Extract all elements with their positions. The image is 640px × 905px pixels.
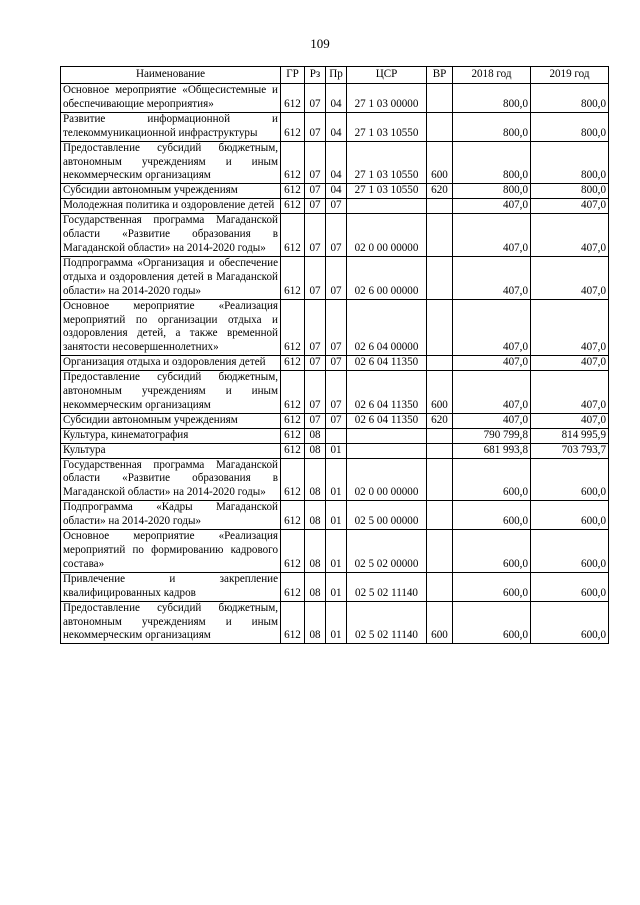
row-name: Молодежная политика и оздоровление детей [61, 199, 281, 214]
row-pr: 04 [326, 112, 347, 141]
row-name: Подпрограмма «Организация и обеспечение отдыха и оздоровления детей в Магаданской области» на 2014-2020 годы» [61, 256, 281, 299]
row-gr: 612 [281, 199, 305, 214]
row-name: Предоставление субсидий бюджетным, автономным учреждениям и иным некоммерческим организациям [61, 371, 281, 414]
row-csr: 02 5 00 00000 [347, 501, 427, 530]
column-header-2018: 2018 год [453, 67, 531, 84]
row-value-2018: 407,0 [453, 299, 531, 356]
row-value-2019: 407,0 [531, 299, 609, 356]
row-name: Культура, кинематография [61, 428, 281, 443]
row-csr [347, 443, 427, 458]
row-pr: 01 [326, 601, 347, 644]
row-value-2018: 600,0 [453, 458, 531, 501]
row-value-2019: 600,0 [531, 501, 609, 530]
table-row [61, 84, 609, 113]
column-header-gr: ГР [281, 67, 305, 84]
row-value-2018: 407,0 [453, 356, 531, 371]
row-vr [427, 84, 453, 113]
row-value-2019: 407,0 [531, 199, 609, 214]
row-pr: 07 [326, 256, 347, 299]
row-vr [427, 428, 453, 443]
row-name: Подпрограмма «Кадры Магаданской области» на 2014-2020 годы» [61, 501, 281, 530]
row-pr: 04 [326, 184, 347, 199]
table-row [61, 530, 609, 573]
row-pr: 01 [326, 458, 347, 501]
row-name: Предоставление субсидий бюджетным, автономным учреждениям и иным некоммерческим организациям [61, 141, 281, 184]
table-row [61, 601, 609, 644]
row-csr: 02 0 00 00000 [347, 214, 427, 257]
row-gr: 612 [281, 112, 305, 141]
row-value-2019: 800,0 [531, 84, 609, 113]
row-value-2019: 407,0 [531, 413, 609, 428]
row-vr [427, 572, 453, 601]
row-vr: 620 [427, 184, 453, 199]
row-value-2019: 800,0 [531, 184, 609, 199]
row-gr: 612 [281, 530, 305, 573]
row-csr: 02 0 00 00000 [347, 458, 427, 501]
row-gr: 612 [281, 184, 305, 199]
row-name: Организация отдыха и оздоровления детей [61, 356, 281, 371]
row-rz: 08 [305, 443, 326, 458]
row-rz: 07 [305, 214, 326, 257]
row-csr [347, 199, 427, 214]
row-gr: 612 [281, 458, 305, 501]
row-rz: 07 [305, 141, 326, 184]
row-gr: 612 [281, 141, 305, 184]
row-name: Предоставление субсидий бюджетным, автономным учреждениям и иным некоммерческим организациям [61, 601, 281, 644]
row-gr: 612 [281, 572, 305, 601]
row-name: Субсидии автономным учреждениям [61, 413, 281, 428]
table-row [61, 443, 609, 458]
row-gr: 612 [281, 371, 305, 414]
row-value-2018: 407,0 [453, 413, 531, 428]
row-csr: 27 1 03 10550 [347, 184, 427, 199]
row-csr: 27 1 03 00000 [347, 84, 427, 113]
row-rz: 07 [305, 371, 326, 414]
column-header-csr: ЦСР [347, 67, 427, 84]
row-rz: 08 [305, 428, 326, 443]
row-csr: 02 5 02 11140 [347, 601, 427, 644]
table-row [61, 356, 609, 371]
row-vr [427, 214, 453, 257]
row-vr: 600 [427, 141, 453, 184]
row-gr: 612 [281, 443, 305, 458]
row-pr: 04 [326, 141, 347, 184]
row-name: Государственная программа Магаданской области «Развитие образования в Магаданской области» на 2014-2020 годы» [61, 458, 281, 501]
row-pr: 07 [326, 413, 347, 428]
table-row [61, 184, 609, 199]
row-name: Развитие информационной и телекоммуникационной инфраструктуры [61, 112, 281, 141]
row-name: Основное мероприятие «Реализация мероприятий по формированию кадрового состава» [61, 530, 281, 573]
row-vr [427, 356, 453, 371]
row-csr: 02 6 04 11350 [347, 413, 427, 428]
row-name: Основное мероприятие «Реализация мероприятий по организации отдыха и оздоровления детей, а также временной занятости несовершеннолетних» [61, 299, 281, 356]
row-csr: 02 6 00 00000 [347, 256, 427, 299]
row-csr: 02 6 04 11350 [347, 356, 427, 371]
row-pr: 07 [326, 199, 347, 214]
row-value-2018: 600,0 [453, 601, 531, 644]
row-value-2019: 800,0 [531, 141, 609, 184]
page-number: 109 [310, 36, 330, 51]
row-name: Субсидии автономным учреждениям [61, 184, 281, 199]
row-name: Основное мероприятие «Общесистемные и обеспечивающие мероприятия» [61, 84, 281, 113]
row-value-2019: 407,0 [531, 356, 609, 371]
row-rz: 08 [305, 501, 326, 530]
table-row [61, 112, 609, 141]
row-rz: 07 [305, 112, 326, 141]
row-rz: 07 [305, 299, 326, 356]
row-value-2019: 703 793,7 [531, 443, 609, 458]
row-value-2018: 407,0 [453, 371, 531, 414]
row-rz: 08 [305, 530, 326, 573]
table-row [61, 141, 609, 184]
row-name: Государственная программа Магаданской области «Развитие образования в Магаданской области» на 2014-2020 годы» [61, 214, 281, 257]
budget-table [60, 66, 609, 644]
row-pr: 04 [326, 84, 347, 113]
row-name: Культура [61, 443, 281, 458]
row-value-2019: 407,0 [531, 371, 609, 414]
row-vr [427, 458, 453, 501]
row-pr: 07 [326, 371, 347, 414]
row-rz: 07 [305, 199, 326, 214]
row-vr [427, 112, 453, 141]
row-gr: 612 [281, 428, 305, 443]
row-vr [427, 501, 453, 530]
row-gr: 612 [281, 256, 305, 299]
row-value-2018: 800,0 [453, 141, 531, 184]
row-pr: 07 [326, 299, 347, 356]
row-gr: 612 [281, 601, 305, 644]
row-pr: 07 [326, 356, 347, 371]
row-csr [347, 428, 427, 443]
column-header-2019: 2019 год [531, 67, 609, 84]
row-rz: 07 [305, 356, 326, 371]
row-rz: 07 [305, 184, 326, 199]
row-rz: 08 [305, 572, 326, 601]
row-gr: 612 [281, 501, 305, 530]
table-row [61, 428, 609, 443]
column-header-vr: ВР [427, 67, 453, 84]
row-value-2018: 407,0 [453, 214, 531, 257]
row-rz: 07 [305, 413, 326, 428]
row-name: Привлечение и закрепление квалифицированных кадров [61, 572, 281, 601]
row-pr: 07 [326, 214, 347, 257]
table-row [61, 199, 609, 214]
row-value-2019: 407,0 [531, 214, 609, 257]
table-row [61, 501, 609, 530]
row-value-2018: 800,0 [453, 84, 531, 113]
row-value-2018: 600,0 [453, 572, 531, 601]
row-csr: 02 6 04 00000 [347, 299, 427, 356]
row-value-2019: 600,0 [531, 601, 609, 644]
row-vr [427, 199, 453, 214]
row-rz: 08 [305, 458, 326, 501]
row-value-2018: 407,0 [453, 256, 531, 299]
row-pr: 01 [326, 572, 347, 601]
column-header-pr: Пр [326, 67, 347, 84]
row-csr: 02 5 02 11140 [347, 572, 427, 601]
row-csr: 02 6 04 11350 [347, 371, 427, 414]
row-vr [427, 299, 453, 356]
row-pr: 01 [326, 443, 347, 458]
row-value-2018: 600,0 [453, 530, 531, 573]
row-csr: 02 5 02 00000 [347, 530, 427, 573]
row-value-2019: 600,0 [531, 458, 609, 501]
row-pr: 01 [326, 501, 347, 530]
table-row [61, 299, 609, 356]
row-value-2018: 800,0 [453, 112, 531, 141]
column-header-name: Наименование [61, 67, 281, 84]
row-pr: 01 [326, 530, 347, 573]
row-vr [427, 256, 453, 299]
row-csr: 27 1 03 10550 [347, 112, 427, 141]
row-value-2018: 681 993,8 [453, 443, 531, 458]
row-gr: 612 [281, 299, 305, 356]
row-value-2019: 814 995,9 [531, 428, 609, 443]
row-rz: 08 [305, 601, 326, 644]
row-pr [326, 428, 347, 443]
row-value-2018: 407,0 [453, 199, 531, 214]
row-value-2018: 800,0 [453, 184, 531, 199]
row-rz: 07 [305, 84, 326, 113]
table-row [61, 214, 609, 257]
table-row [61, 572, 609, 601]
row-vr [427, 530, 453, 573]
table-header-row [61, 67, 609, 84]
row-value-2019: 800,0 [531, 112, 609, 141]
row-value-2019: 600,0 [531, 572, 609, 601]
table-row [61, 256, 609, 299]
row-vr [427, 443, 453, 458]
row-value-2019: 600,0 [531, 530, 609, 573]
row-csr: 27 1 03 10550 [347, 141, 427, 184]
row-vr: 600 [427, 371, 453, 414]
column-header-rz: Рз [305, 67, 326, 84]
row-value-2018: 600,0 [453, 501, 531, 530]
row-vr: 600 [427, 601, 453, 644]
row-vr: 620 [427, 413, 453, 428]
table-row [61, 458, 609, 501]
table-row [61, 413, 609, 428]
row-rz: 07 [305, 256, 326, 299]
row-gr: 612 [281, 413, 305, 428]
row-gr: 612 [281, 214, 305, 257]
row-value-2018: 790 799,8 [453, 428, 531, 443]
row-gr: 612 [281, 356, 305, 371]
row-value-2019: 407,0 [531, 256, 609, 299]
table-row [61, 371, 609, 414]
row-gr: 612 [281, 84, 305, 113]
